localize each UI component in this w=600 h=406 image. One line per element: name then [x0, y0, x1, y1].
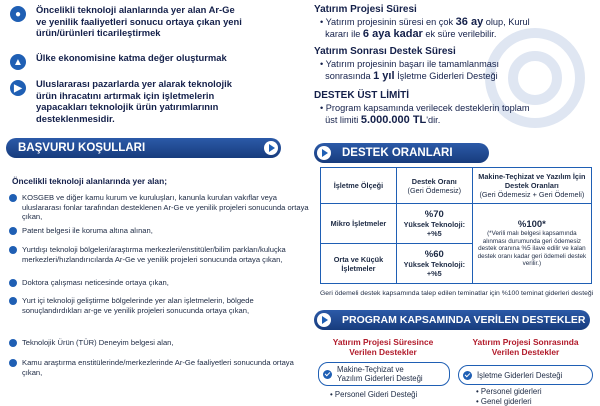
machine-software-support: Makine-Teçhizat ve Yazılım Giderleri Desteği — [318, 362, 450, 386]
basvuru-intro: Öncelikli teknoloji alanlarında yer alan; — [12, 176, 167, 186]
list-item: Teknolojik Ürün (TÜR) Deneyim belgesi alan, — [22, 338, 312, 348]
arrow-right-icon — [317, 146, 331, 160]
list-item: Patent belgesi ile koruma altına alınan, — [22, 226, 312, 236]
goal-item-3: ▶ Uluslararası pazarlarda yer alarak teknolojik ürün ihracatını artırmak için işletmelerin yapacakları teknolojik ürün yatırımlarının desteklenmesidir. — [10, 78, 295, 124]
post-project-text-1: • Yatırım projesinin başarı ile tamamlanması — [320, 59, 500, 69]
rate-micro: %70 Yüksek Teknoloji: +%5 — [396, 204, 472, 244]
play-icon: ▶ — [10, 80, 26, 96]
list-item: • Personel giderleri — [476, 387, 542, 396]
program-right-title: Yatırım Projesi Sonrasında Verilen Destekler — [472, 337, 579, 357]
table-footnote: Geri ödemeli destek kapsamında talep edilen teminatlar için %100 teminat giderleri desteği — [320, 290, 594, 297]
list-item: Kamu araştırma enstitülerinde/merkezlerinde Ar-Ge faaliyetleri sonucunda ortaya çıkan, — [22, 358, 312, 377]
row-label-micro: Mikro İşletmeler — [321, 204, 397, 244]
list-item: KOSGEB ve diğer kamu kurum ve kuruluşları, kanunla kurulan vakıflar veya uluslararası fonlar tarafından desteklenen Ar-Ge ve yenilik projeleri sonucunda ortaya çıkan, — [22, 193, 312, 222]
row-label-small-medium: Orta ve Küçük İşletmeler — [321, 244, 397, 284]
col-header-rate: Destek Oranı (Geri Ödemesiz) — [396, 168, 472, 204]
check-icon — [463, 371, 472, 380]
arrow-up-icon: ▲ — [10, 54, 26, 70]
arrow-right-icon — [317, 313, 331, 327]
limit-text-1: • Program kapsamında verilecek desteklerin toplam — [320, 103, 530, 113]
col-header-machine: Makine-Teçhizat ve Yazılım İçin Destek Oranları (Geri Ödemesiz + Geri Ödemeli) — [472, 168, 591, 204]
list-item: Yurtdışı teknoloji bölgeleri/araştırma merkezleri/enstitüler/bilim parkları/kuluçka merkezleri/hızlandırıcılarda Ar-Ge ve yenilik projeleri sonucunda ortaya çıkan, — [22, 245, 312, 264]
program-left-title: Yatırım Projesi Süresince Verilen Destekler — [332, 337, 434, 357]
support-rate-table — [320, 167, 592, 284]
program-header: PROGRAM KAPSAMINDA VERİLEN DESTEKLER — [314, 310, 590, 330]
limit-text-2: üst limiti 5.000.000 TL'dir. — [325, 114, 441, 126]
rate-small-medium: %60 Yüksek Teknoloji: +%5 — [396, 244, 472, 284]
rate-machine: %100* (*Verili malı belgesi kapsamında alınması durumunda geri ödemesiz destek oranına %5 ilave edilir ve kalan destek oranı kadar geri ödemeli destek verilir.) — [472, 204, 591, 284]
list-item: Yurt içi teknoloji geliştirme bölgelerinde yer alan işletmelerin, bölgede sonuçlandırdıkları ar-ge ve yenilik projeleri sonucunda ortaya çıkan, — [22, 296, 312, 315]
operating-costs-support: İşletme Giderleri Desteği — [458, 365, 593, 385]
check-icon — [323, 370, 332, 379]
project-duration-title: Yatırım Projesi Süresi — [314, 4, 417, 15]
col-header-scale: İşletme Ölçeği — [321, 168, 397, 204]
project-duration-text-2: kararı ile 6 aya kadar ek süre verilebilir. — [325, 28, 497, 40]
limit-title: DESTEK ÜST LİMİTİ — [314, 90, 409, 101]
basvuru-header: BAŞVURU KOŞULLARI — [6, 138, 281, 158]
destek-header: DESTEK ORANLARI — [314, 143, 489, 163]
goal-item-2: ▲ Ülke ekonomisine katma değer oluşturmak — [10, 52, 295, 70]
list-item: • Genel giderleri — [476, 397, 532, 406]
post-project-title: Yatırım Sonrası Destek Süresi — [314, 46, 456, 57]
list-item: Doktora çalışması neticesinde ortaya çıkan, — [22, 278, 312, 288]
post-project-text-2: sonrasında 1 yıl İşletme Giderleri Desteği — [325, 70, 498, 82]
arrow-right-icon — [264, 141, 278, 155]
project-duration-text-1: • Yatırım projesinin süresi en çok 36 ay olup, Kurul — [320, 16, 530, 28]
list-item: • Personel Gideri Desteği — [330, 390, 418, 399]
goal-item-1: ● Öncelikli teknoloji alanlarında yer alan Ar-Ge ve yenilik faaliyetleri sonucu ortaya çıkan yeni ürün/ürünleri ticarileştirmek — [10, 4, 295, 39]
bullet-icon: ● — [10, 6, 26, 22]
